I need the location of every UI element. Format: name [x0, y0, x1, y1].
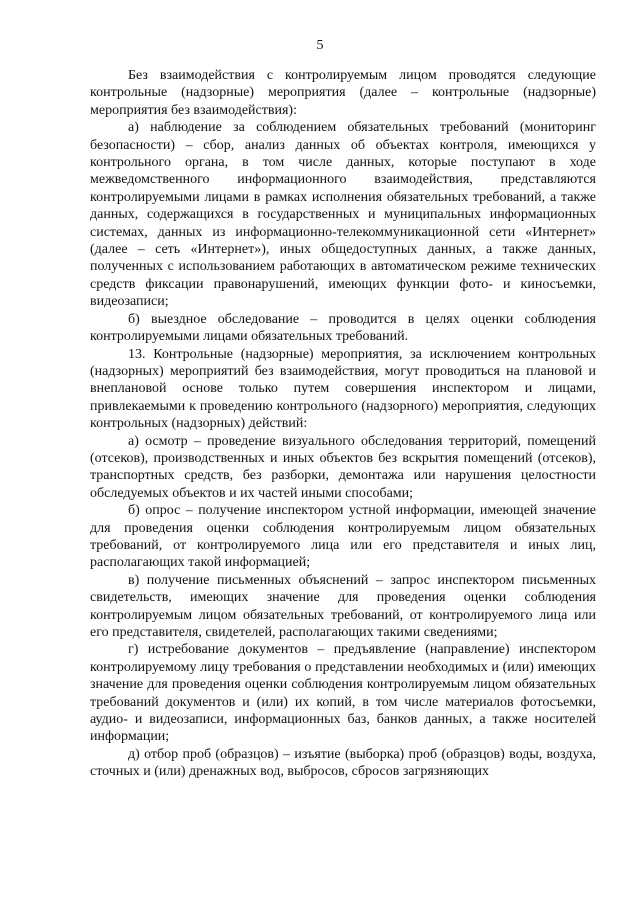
paragraph-item-a-monitoring: а) наблюдение за соблюдением обязательных требований (мониторинг безопасности) – сбор, анализ данных об объектах контроля, имеющихся у контрольного органа, в том числе данных, которые поступают в ходе межведомственного информационного взаимодействия, представляются контролируемыми лицами в рамках исполнения обязательных требований, а также данных, содержащихся в государственных и муниципальных информационных системах, данных из информационно-телекоммуникационной сети «Интернет» (далее – сеть «Интернет»), иных общедоступных данных, а также данных, полученных с использованием работающих в автоматическом режиме технических средств фиксации правонарушений, имеющих функции фото- и киносъемки, видеозаписи; [90, 120, 596, 310]
paragraph-item-d-sampling: д) отбор проб (образцов) – изъятие (выборка) проб (образцов) воды, воздуха, сточных и (или) дренажных вод, выбросов, сбросов загрязняющих [90, 746, 596, 780]
paragraph-item-b-field-survey: б) выездное обследование – проводится в целях оценки соблюдения контролируемыми лицами обязательных требований. [90, 311, 596, 345]
page-number: 5 [316, 38, 324, 53]
paragraph-item-a-inspection: а) осмотр – проведение визуального обследования территорий, помещений (отсеков), производственных и иных объектов без вскрытия помещений (отсеков), транспортных средств, без разборки, демонтажа или нарушения целостности обследуемых объектов и их частей иными способами; [90, 433, 596, 501]
paragraph-item-b-survey: б) опрос – получение инспектором устной информации, имеющей значение для проведения оценки соблюдения контролируемым лицом обязательных требований, от контролируемого лица или его представителя и иных лиц, располагающих такой информацией; [90, 503, 596, 571]
paragraph-item-g-document-request: г) истребование документов – предъявление (направление) инспектором контролируемому лицу требования о представлении необходимых и (или) имеющих значение для проведения оценки соблюдения контролируемым лицом обязательных требований документов и (или) их копий, в том числе материалов фотосъемки, аудио- и видеозаписи, информационных баз, банков данных, а также носителей информации; [90, 642, 596, 745]
document-body [90, 67, 596, 781]
paragraph-clause-13: 13. Контрольные (надзорные) мероприятия, за исключением контрольных (надзорных) мероприятий без взаимодействия, могут проводиться на плановой и внеплановой основе только путем совершения инспектором и лицами, привлекаемыми к проведению контрольного (надзорного) мероприятия, следующих контрольных (надзорных) действий: [90, 346, 596, 432]
paragraph-intro: Без взаимодействия с контролируемым лицом проводятся следующие контрольные (надзорные) мероприятия (далее – контрольные (надзорные) мероприятия без взаимодействия): [90, 68, 596, 118]
paragraph-item-v-written-explanations: в) получение письменных объяснений – запрос инспектором письменных свидетельств, имеющих значение для проведения оценки соблюдения контролируемым лицом обязательных требований, от контролируемого лица или его представителя, свидетелей, располагающих такими сведениями; [90, 572, 596, 640]
